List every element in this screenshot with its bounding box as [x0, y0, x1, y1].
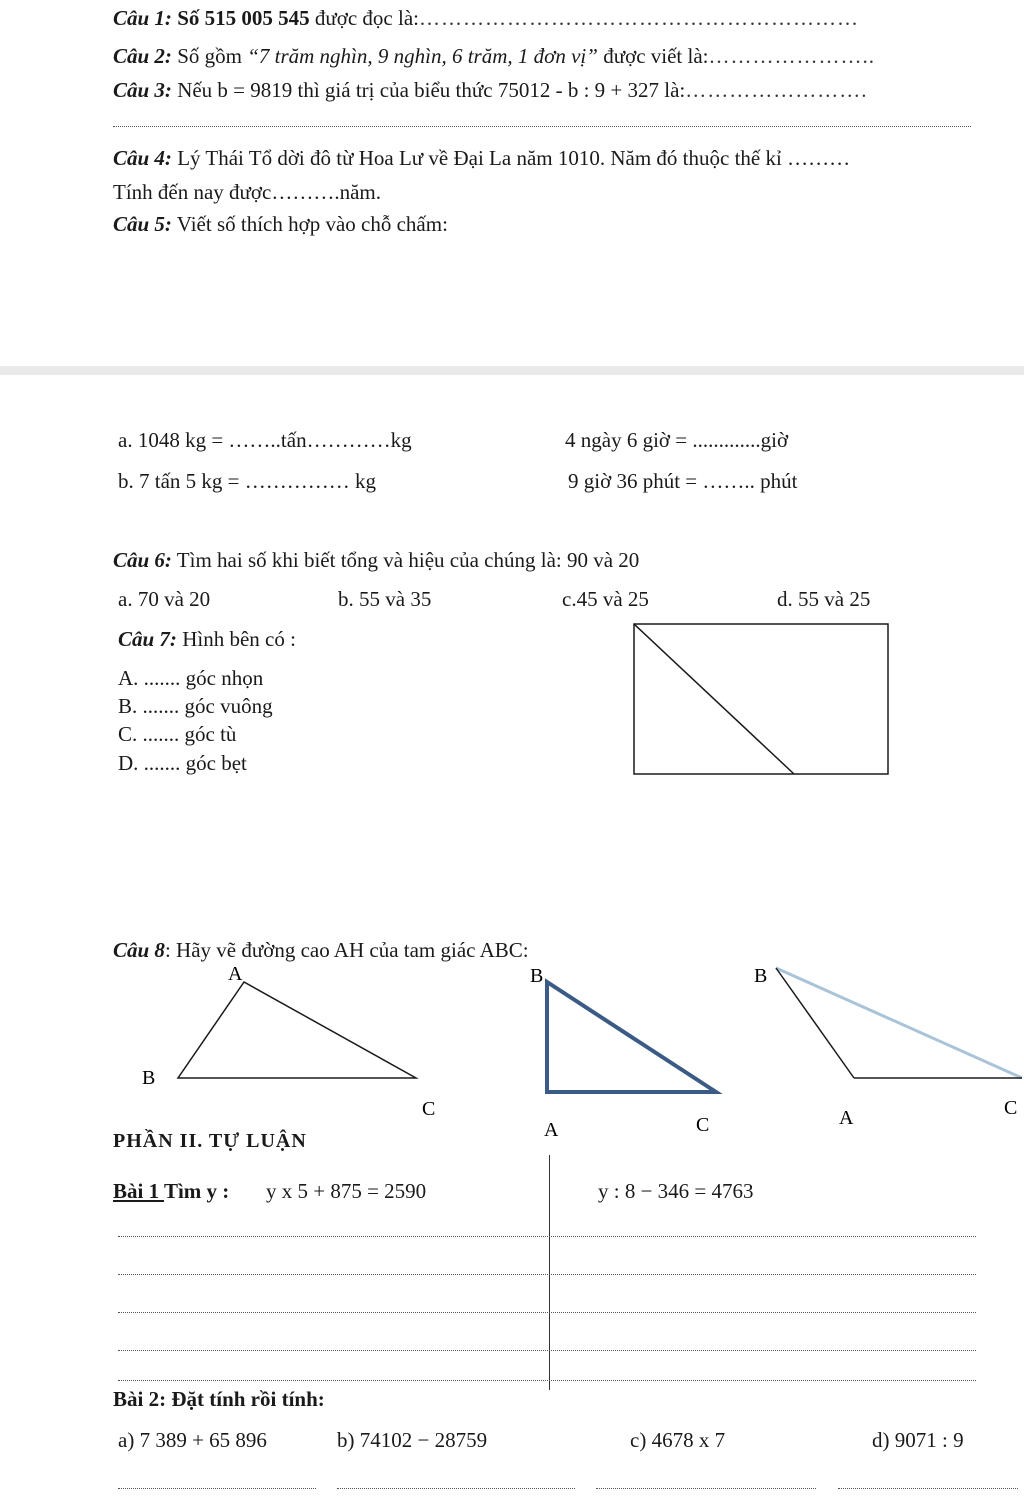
triangle-1-label-c: C	[422, 1098, 436, 1120]
question-8-label: Câu 8	[113, 938, 165, 962]
question-5	[113, 212, 448, 237]
question-1	[113, 6, 859, 31]
q6-option-c: c.45 và 25	[562, 587, 649, 611]
triangle-3-label-c: C	[1004, 1097, 1018, 1119]
q2-quote: “7 trăm nghìn, 9 nghìn, 6 trăm, 1 đơn vị”	[247, 44, 598, 68]
q7-option-b: B. ....... góc vuông	[118, 694, 273, 718]
triangle-2-label-a: A	[544, 1119, 559, 1141]
triangle-2-label-b: B	[530, 965, 544, 987]
page-separator	[0, 366, 1024, 375]
answer-line-1	[118, 1236, 976, 1237]
q5-item-b: b. 7 tấn 5 kg = …………… kg	[118, 469, 376, 493]
q7-rectangle	[634, 624, 888, 774]
q7-diagonal	[634, 624, 794, 774]
q1-number: 515 005 545	[204, 6, 310, 30]
question-4	[113, 146, 850, 171]
question-2	[113, 44, 875, 69]
exercise-2-item-d: d) 9071 : 9	[872, 1428, 964, 1452]
q7-text: Hình bên có :	[176, 627, 296, 651]
work-line-b	[337, 1488, 575, 1489]
q4-line-2: Tính đến nay được……….năm.	[113, 180, 382, 204]
answer-line-5	[118, 1380, 976, 1381]
answer-line-3	[118, 1312, 976, 1313]
answer-line-4	[118, 1350, 976, 1351]
q1-text-1: Số	[177, 6, 205, 30]
question-4-label: Câu 4:	[113, 146, 172, 170]
triangle-2-shape	[547, 982, 716, 1092]
question-1-label: Câu 1:	[113, 6, 172, 30]
q7-rectangle-figure	[630, 620, 892, 780]
q6-option-d: d. 55 và 25	[777, 587, 871, 611]
triangle-3-side-bc	[776, 968, 1022, 1078]
exercise-1-title: Tìm y :	[163, 1179, 230, 1203]
work-line-c	[596, 1488, 816, 1489]
exercise-2-item-c: c) 4678 x 7	[630, 1428, 726, 1452]
q1-text-2: được đọc là:	[309, 6, 419, 30]
q6-text: Tìm hai số khi biết tổng và hiệu của chúng là: 90 và 20	[171, 548, 640, 572]
work-line-a	[118, 1488, 316, 1489]
part-2-title: PHẦN II. TỰ LUẬN	[113, 1130, 307, 1152]
q1-answer-dots: ……………………………………………………	[419, 6, 859, 30]
triangle-1-label-b: B	[142, 1067, 156, 1089]
question-3	[113, 78, 868, 103]
question-3-label: Câu 3:	[113, 78, 172, 102]
exercise-1-divider	[549, 1155, 550, 1390]
q7-option-d: D. ....... góc bẹt	[118, 751, 247, 775]
exercise-2-item-a: a) 7 389 + 65 896	[118, 1428, 267, 1452]
triangle-3-label-b: B	[754, 965, 768, 987]
q6-option-b: b. 55 và 35	[338, 587, 432, 611]
q3-answer-dots: …………………….	[685, 78, 868, 102]
q5-item-c: 4 ngày 6 giờ = .............giờ	[565, 428, 789, 452]
q6-option-a: a. 70 và 20	[118, 587, 211, 611]
q5-text: Viết số thích hợp vào chỗ chấm:	[171, 212, 448, 236]
triangle-1-shape	[178, 982, 416, 1078]
triangle-3-label-a: A	[839, 1107, 854, 1129]
triangle-3	[748, 960, 1024, 1129]
question-6	[113, 548, 639, 573]
exercise-2-item-b: b) 74102 − 28759	[337, 1428, 488, 1452]
exercise-1-label: Bài 1	[113, 1179, 164, 1203]
question-6-label: Câu 6:	[113, 548, 172, 572]
q5-item-d: 9 giờ 36 phút = …….. phút	[568, 469, 798, 493]
q7-option-a: A. ....... góc nhọn	[118, 666, 264, 690]
triangle-1	[130, 960, 436, 1120]
question-5-label: Câu 5:	[113, 212, 172, 236]
triangle-1-label-a: A	[228, 963, 243, 985]
exercise-1-equation-1: y x 5 + 875 = 2590	[266, 1179, 427, 1203]
question-7-label: Câu 7:	[118, 627, 177, 651]
exercise-2-title: Bài 2: Đặt tính rồi tính:	[113, 1387, 325, 1411]
answer-line-2	[118, 1274, 976, 1275]
q7-option-c: C. ....... góc tù	[118, 722, 237, 746]
work-line-d	[838, 1488, 1018, 1489]
q4-text: Lý Thái Tổ dời đô từ Hoa Lư về Đại La năm 1010. Năm đó thuộc thế kỉ ………	[171, 146, 851, 170]
question-7	[118, 627, 296, 652]
q3-text: Nếu b = 9819 thì giá trị của biểu thức 75012 - b : 9 + 327 là:	[171, 78, 686, 102]
q2-text-2: được viết là:	[597, 44, 709, 68]
q2-text-1: Số gồm	[171, 44, 248, 68]
question-2-label: Câu 2:	[113, 44, 172, 68]
q2-answer-dots: …………………..	[708, 44, 875, 68]
exercise-1	[113, 1179, 229, 1204]
q5-item-a: a. 1048 kg = ……..tấn…………kg	[118, 428, 412, 452]
triangle-2-label-c: C	[696, 1114, 710, 1136]
q3-answer-line	[113, 126, 971, 127]
exercise-1-equation-2: y : 8 − 346 = 4763	[598, 1179, 754, 1203]
triangle-2	[520, 960, 730, 1140]
q8-text: : Hãy vẽ đường cao AH của tam giác ABC:	[164, 938, 529, 962]
